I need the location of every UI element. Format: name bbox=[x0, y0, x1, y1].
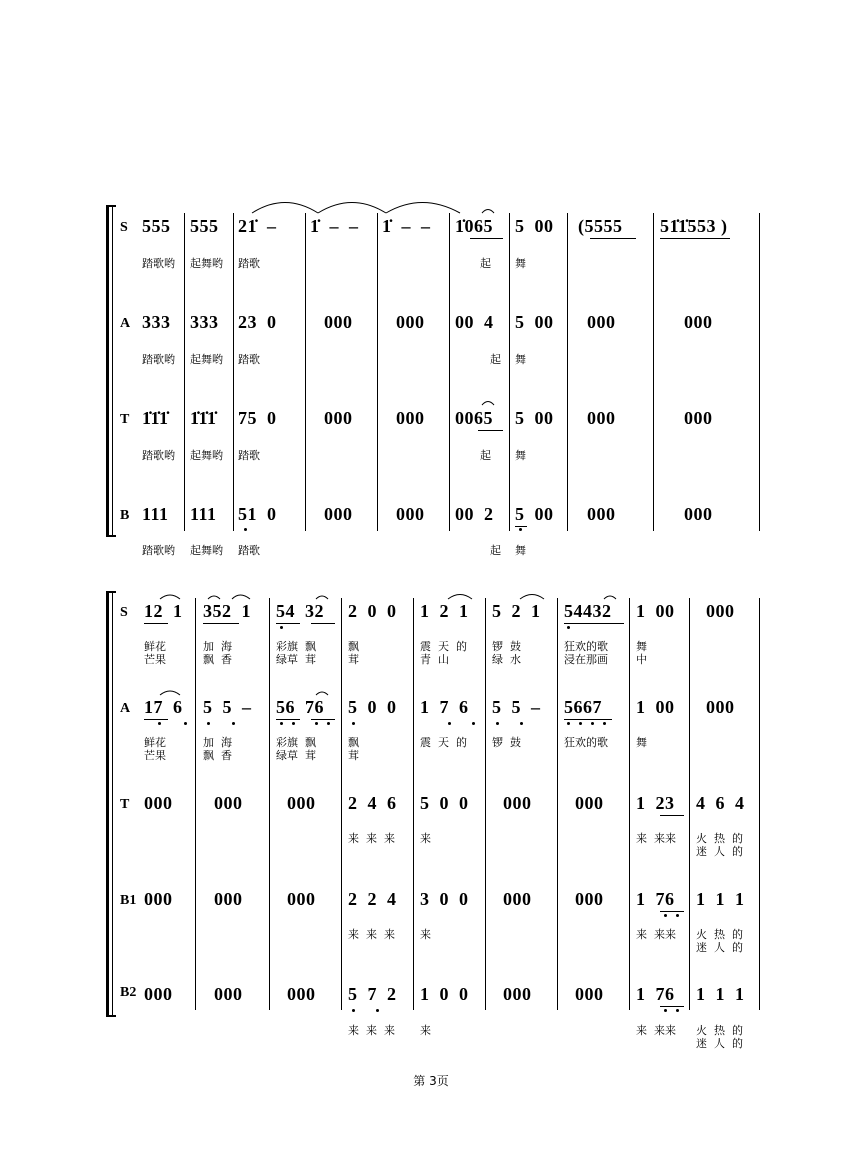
lyric: 舞 bbox=[515, 544, 526, 557]
voice-label-b1: B1 bbox=[120, 893, 137, 908]
lyric: 来 来 来 bbox=[348, 928, 395, 941]
lyric: 芒果 bbox=[144, 653, 166, 666]
voice-label-s: S bbox=[120, 605, 128, 620]
voice-label-a: A bbox=[120, 701, 131, 716]
measure-note: 000 bbox=[144, 984, 173, 1004]
lyric: 火 热 的 bbox=[696, 1024, 743, 1037]
lyric: 锣 鼓 bbox=[492, 736, 521, 749]
lyric: 踏歌哟 bbox=[142, 449, 175, 462]
measure-note: 1 2 1 bbox=[420, 601, 469, 621]
measure-note: 1 76 bbox=[636, 984, 675, 1004]
lyric: 来 bbox=[420, 832, 431, 845]
lyric: 踏歌哟 bbox=[142, 544, 175, 557]
voice-label-t: T bbox=[120, 412, 130, 427]
slur-arc bbox=[448, 595, 472, 600]
lyric: 青 山 bbox=[420, 653, 449, 666]
measure-note: 5 7 2 bbox=[348, 984, 397, 1004]
lyric: 鲜花 bbox=[144, 736, 166, 749]
lyric: 来 bbox=[420, 928, 431, 941]
lyric: 来 来来 bbox=[636, 1024, 676, 1037]
measure-note: 21̇ – bbox=[238, 216, 277, 236]
measure-note: 2 4 6 bbox=[348, 793, 397, 813]
voice-label-b2: B2 bbox=[120, 985, 137, 1000]
measure-note: 000 bbox=[324, 408, 353, 428]
lyric: 踏歌 bbox=[238, 544, 260, 557]
lyric: 踏歌 bbox=[238, 257, 260, 270]
measure-note: 000 bbox=[287, 793, 316, 813]
measure-note: 5 2 1 bbox=[492, 601, 541, 621]
measure-note: 51̇1̇553 ) bbox=[660, 216, 728, 236]
measure-note: 1 76 bbox=[636, 889, 675, 909]
measure-note: 1 1 1 bbox=[696, 889, 745, 909]
measure-note: 000 bbox=[287, 984, 316, 1004]
measure-note: 000 bbox=[684, 312, 713, 332]
slur-arc bbox=[232, 595, 250, 599]
lyric: 飘 香 bbox=[203, 653, 232, 666]
measure-note: 1 0 0 bbox=[420, 984, 469, 1004]
lyric: 震 天 的 bbox=[420, 736, 467, 749]
measure-note: 17 6 bbox=[144, 697, 183, 717]
measure-note: 000 bbox=[324, 504, 353, 524]
measure-note: 1̇ – – bbox=[310, 216, 359, 236]
lyric: 狂欢的歌 bbox=[564, 640, 608, 653]
lyric: 鲜花 bbox=[144, 640, 166, 653]
measure-note: 000 bbox=[587, 408, 616, 428]
lyric: 飘 香 bbox=[203, 749, 232, 762]
slur-arc bbox=[160, 595, 180, 599]
measure-note: (5555 bbox=[578, 216, 623, 236]
measure-note: 12 1 bbox=[144, 601, 183, 621]
measure-note: 000 bbox=[575, 793, 604, 813]
lyric: 绿 水 bbox=[492, 653, 521, 666]
lyric: 踏歌 bbox=[238, 353, 260, 366]
measure-note: 1 00 bbox=[636, 601, 675, 621]
lyric: 彩旗 飘 bbox=[276, 736, 316, 749]
measure-note: 000 bbox=[575, 984, 604, 1004]
measure-note: 5 0 0 bbox=[420, 793, 469, 813]
measure-note: 3 0 0 bbox=[420, 889, 469, 909]
lyric: 舞 bbox=[515, 257, 526, 270]
lyric: 茸 bbox=[348, 749, 359, 762]
measure-note: 1̇1̇1̇ bbox=[142, 408, 169, 428]
measure-note: 1 7 6 bbox=[420, 697, 469, 717]
lyric: 起舞哟 bbox=[190, 449, 223, 462]
lyric: 迷 人 的 bbox=[696, 941, 743, 954]
slur-arc bbox=[482, 210, 494, 214]
tie-arc bbox=[386, 203, 460, 214]
measure-note: 333 bbox=[190, 312, 219, 332]
lyric: 锣 鼓 bbox=[492, 640, 521, 653]
voice-label-t: T bbox=[120, 797, 130, 812]
measure-note: 1̇1̇1̇ bbox=[190, 408, 217, 428]
measure-note: 5667 bbox=[564, 697, 602, 717]
measure-note: 352 1 bbox=[203, 601, 251, 621]
measure-note: 555 bbox=[190, 216, 219, 236]
lyric: 加 海 bbox=[203, 640, 232, 653]
measure-note: 54432 bbox=[564, 601, 612, 621]
lyric: 浸在那画 bbox=[564, 653, 608, 666]
measure-note: 2 0 0 bbox=[348, 601, 397, 621]
measure-note: 000 bbox=[575, 889, 604, 909]
lyric: 踏歌哟 bbox=[142, 257, 175, 270]
measure-note: 000 bbox=[287, 889, 316, 909]
lyric: 飘 bbox=[348, 736, 359, 749]
lyric: 起 bbox=[480, 449, 491, 462]
measure-note: 1 1 1 bbox=[696, 984, 745, 1004]
measure-note: 1 00 bbox=[636, 697, 675, 717]
slur-arc bbox=[208, 596, 220, 599]
lyric: 绿草 茸 bbox=[276, 653, 316, 666]
voice-label-b: B bbox=[120, 508, 130, 523]
voice-label-s: S bbox=[120, 220, 128, 235]
lyric: 火 热 的 bbox=[696, 928, 743, 941]
measure-note: 5 00 bbox=[515, 216, 554, 236]
lyric: 起 bbox=[490, 544, 501, 557]
lyric: 迷 人 的 bbox=[696, 845, 743, 858]
measure-note: 111 bbox=[190, 504, 217, 524]
page-number: 第 3页 bbox=[413, 1074, 449, 1088]
measure-note: 75 0 bbox=[238, 408, 277, 428]
measure-note: 5 5 – bbox=[492, 697, 541, 717]
lyric: 来 来 来 bbox=[348, 1024, 395, 1037]
measure-note: 000 bbox=[684, 504, 713, 524]
measure-note: 4 6 4 bbox=[696, 793, 745, 813]
lyric: 起舞哟 bbox=[190, 353, 223, 366]
lyric: 舞 bbox=[636, 736, 647, 749]
lyric: 踏歌 bbox=[238, 449, 260, 462]
measure-note: 000 bbox=[684, 408, 713, 428]
lyric: 舞 bbox=[515, 353, 526, 366]
measure-note: 000 bbox=[214, 793, 243, 813]
slur-arc bbox=[316, 596, 328, 599]
lyric: 舞 bbox=[636, 640, 647, 653]
lyric: 加 海 bbox=[203, 736, 232, 749]
lyric: 起 bbox=[490, 353, 501, 366]
measure-note: 00 2 bbox=[455, 504, 494, 524]
voice-label-a: A bbox=[120, 316, 131, 331]
lyric: 来 来来 bbox=[636, 928, 676, 941]
slur-arc bbox=[160, 691, 180, 695]
measure-note: 000 bbox=[503, 889, 532, 909]
slur-arc bbox=[520, 595, 544, 600]
lyric: 火 热 的 bbox=[696, 832, 743, 845]
lyric: 舞 bbox=[515, 449, 526, 462]
lyric: 起 bbox=[480, 257, 491, 270]
measure-note: 333 bbox=[142, 312, 171, 332]
measure-note: 000 bbox=[214, 984, 243, 1004]
measure-note: 5 5 – bbox=[203, 697, 252, 717]
lyric: 来 来来 bbox=[636, 832, 676, 845]
measure-note: 000 bbox=[706, 697, 735, 717]
lyric: 迷 人 的 bbox=[696, 1037, 743, 1050]
lyric: 绿草 茸 bbox=[276, 749, 316, 762]
measure-note: 54 32 bbox=[276, 601, 324, 621]
lyric: 起舞哟 bbox=[190, 544, 223, 557]
measure-note: 56 76 bbox=[276, 697, 324, 717]
measure-note: 5 00 bbox=[515, 408, 554, 428]
lyric: 飘 bbox=[348, 640, 359, 653]
measure-note: 000 bbox=[587, 504, 616, 524]
measure-note: 000 bbox=[324, 312, 353, 332]
lyric: 中 bbox=[636, 653, 647, 666]
slur-arc bbox=[604, 596, 616, 599]
tie-arc bbox=[252, 203, 318, 214]
measure-note: 5 00 bbox=[515, 312, 554, 332]
measure-note: 00 4 bbox=[455, 312, 494, 332]
measure-note: 000 bbox=[706, 601, 735, 621]
measure-note: 2 2 4 bbox=[348, 889, 397, 909]
tie-arc bbox=[318, 203, 386, 214]
measure-note: 5 00 bbox=[515, 504, 554, 524]
measure-note: 1̇065 bbox=[455, 216, 493, 236]
measure-note: 51 0 bbox=[238, 504, 277, 524]
measure-note: 000 bbox=[144, 889, 173, 909]
lyric: 踏歌哟 bbox=[142, 353, 175, 366]
measure-note: 000 bbox=[214, 889, 243, 909]
measure-note: 111 bbox=[142, 504, 169, 524]
lyric: 彩旗 飘 bbox=[276, 640, 316, 653]
measure-note: 000 bbox=[503, 984, 532, 1004]
lyric: 芒果 bbox=[144, 749, 166, 762]
measure-note: 000 bbox=[396, 504, 425, 524]
lyric: 来 来 来 bbox=[348, 832, 395, 845]
slur-arc bbox=[482, 402, 494, 406]
lyric: 来 bbox=[420, 1024, 431, 1037]
measure-note: 000 bbox=[587, 312, 616, 332]
measure-note: 000 bbox=[396, 312, 425, 332]
measure-note: 000 bbox=[396, 408, 425, 428]
measure-note: 1 23 bbox=[636, 793, 675, 813]
measure-note: 0065 bbox=[455, 408, 493, 428]
measure-note: 555 bbox=[142, 216, 171, 236]
measure-note: 000 bbox=[503, 793, 532, 813]
lyric: 震 天 的 bbox=[420, 640, 467, 653]
measure-note: 1̇ – – bbox=[382, 216, 431, 236]
measure-note: 000 bbox=[144, 793, 173, 813]
measure-note: 5 0 0 bbox=[348, 697, 397, 717]
lyric: 狂欢的歌 bbox=[564, 736, 608, 749]
slur-arc bbox=[316, 692, 328, 695]
measure-note: 23 0 bbox=[238, 312, 277, 332]
lyric: 茸 bbox=[348, 653, 359, 666]
lyric: 起舞哟 bbox=[190, 257, 223, 270]
